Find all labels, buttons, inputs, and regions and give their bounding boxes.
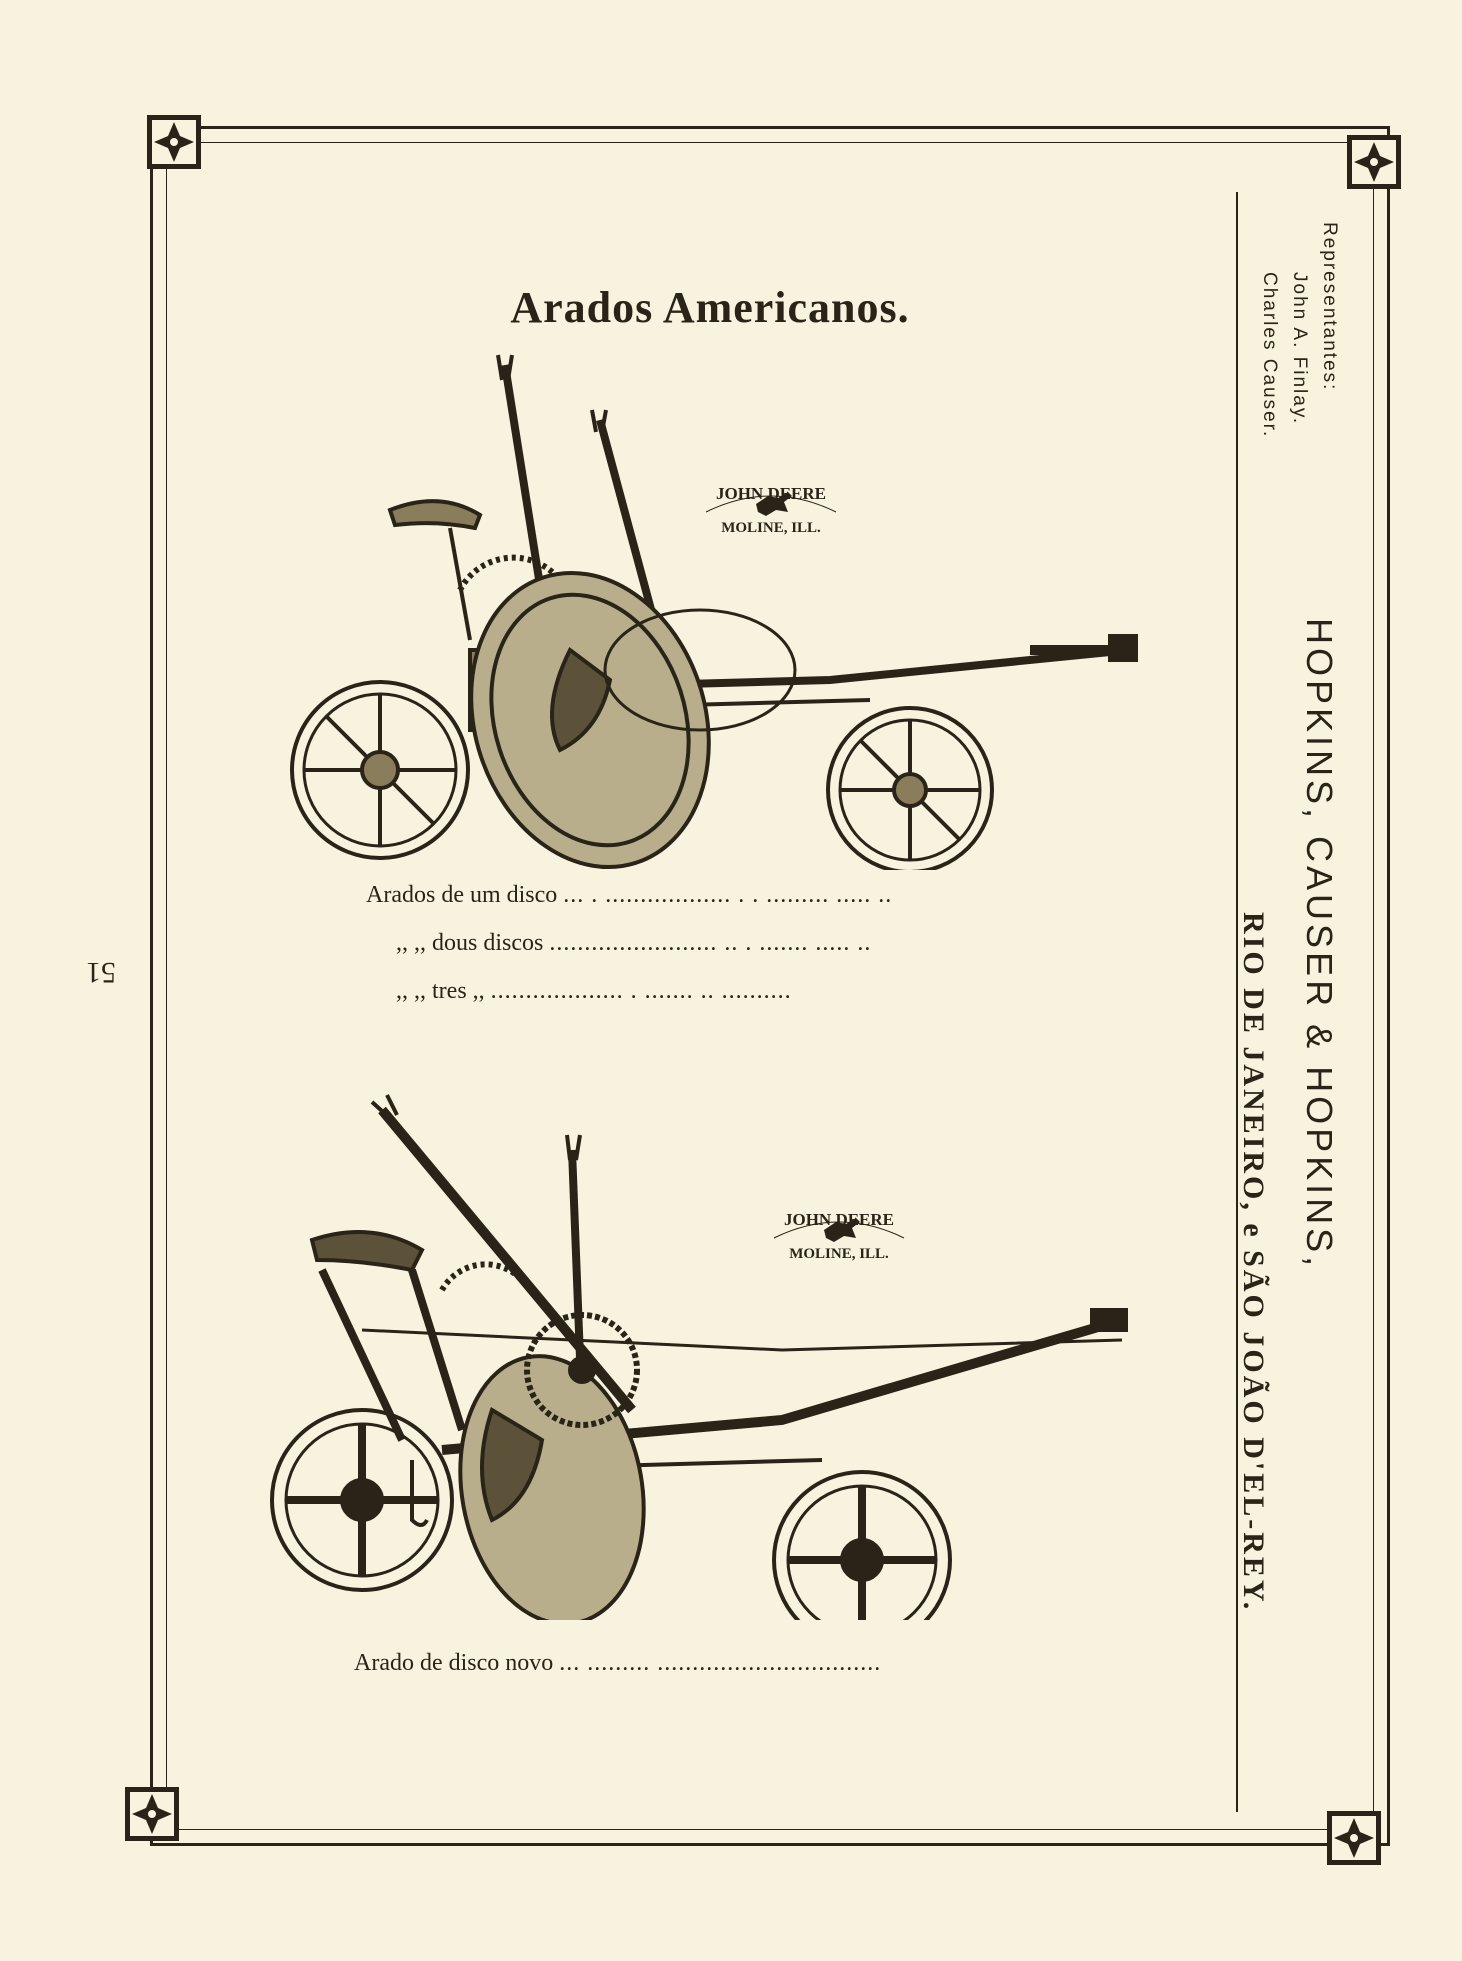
product-label: ,, ,, tres ,, <box>396 978 485 1004</box>
representatives-label: Representantes: <box>1319 222 1340 392</box>
company-name: HOPKINS, CAUSER & HOPKINS, <box>1299 618 1340 1271</box>
leader-dots: ................... . ....... .. .......... <box>490 978 792 1004</box>
logo-line-2: MOLINE, ILL. <box>789 1246 889 1262</box>
leader-dots: ... ......... ................................ <box>559 1650 882 1676</box>
john-deere-logo <box>696 482 846 547</box>
corner-ornament-icon <box>146 114 202 170</box>
corner-ornament-icon <box>124 1786 180 1842</box>
leader-dots: ........................ .. . ....... ..... .. <box>549 930 872 956</box>
john-deere-logo <box>764 1208 914 1273</box>
representative-name: John A. Finlay. <box>1289 272 1310 426</box>
page-title: Arados Americanos. <box>510 283 910 332</box>
single-disc-plow-illustration <box>270 350 1150 870</box>
corner-ornament-icon <box>1346 134 1402 190</box>
logo-line-1: JOHN DEERE <box>715 484 827 503</box>
page-number: 51 <box>86 956 116 989</box>
new-disc-plow-illustration <box>262 1080 1142 1620</box>
company-cities: RIO DE JANEIRO, e SÃO JOÃO D'EL-REY. <box>1237 912 1270 1613</box>
representative-name: Charles Causer. <box>1259 272 1280 439</box>
product-label: Arados de um disco <box>366 882 558 908</box>
product-label: Arado de disco novo <box>354 1650 554 1676</box>
logo-line-1: JOHN DEERE <box>783 1210 895 1229</box>
corner-ornament-icon <box>1326 1810 1382 1866</box>
price-line-3 <box>396 978 792 1005</box>
leader-dots: ... . .................. . . ......... ..... .. <box>563 882 893 908</box>
price-line-4 <box>354 1650 881 1677</box>
price-line-2 <box>396 930 871 957</box>
price-line-1 <box>366 882 892 909</box>
logo-line-2: MOLINE, ILL. <box>721 520 821 536</box>
product-label: ,, ,, dous discos <box>396 930 544 956</box>
